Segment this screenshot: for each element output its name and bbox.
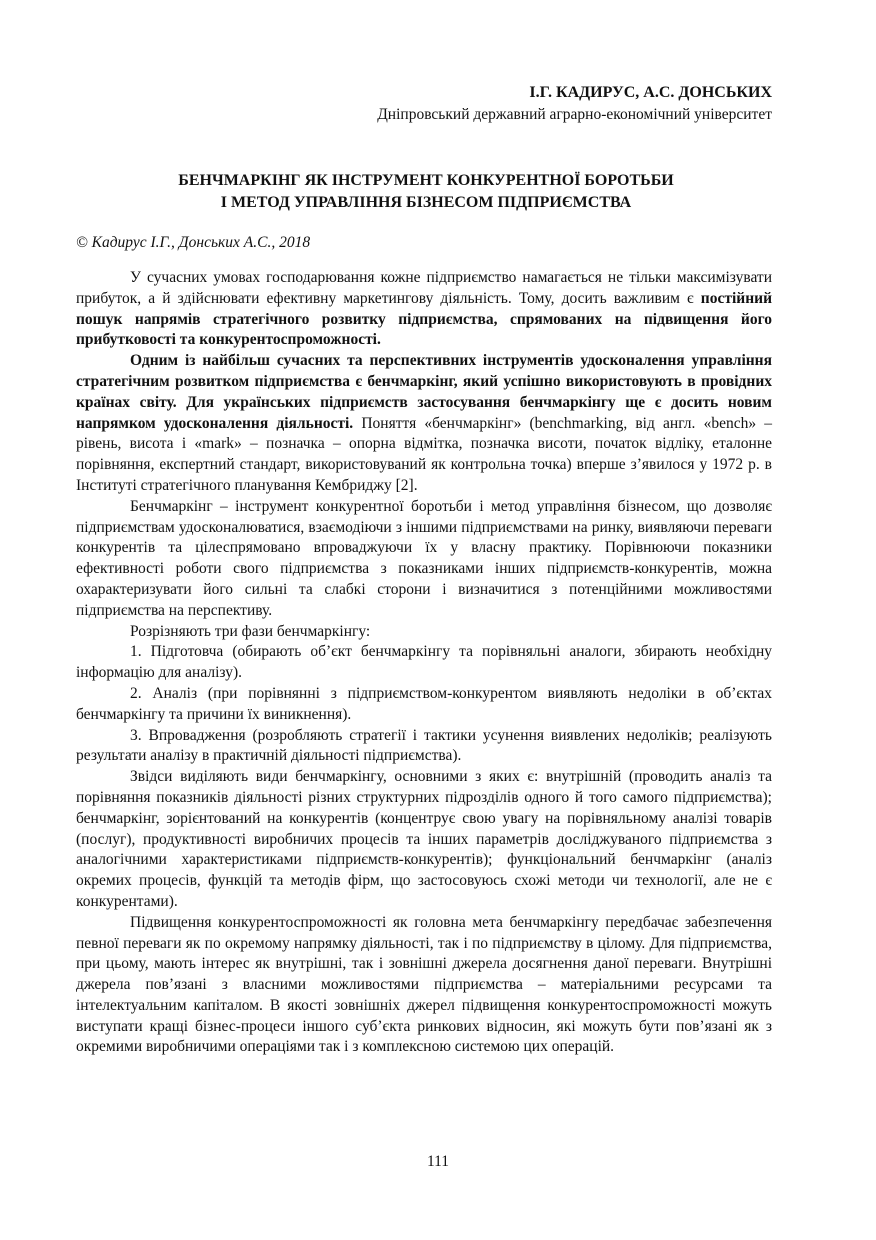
title-line-2: І МЕТОД УПРАВЛІННЯ БІЗНЕСОМ ПІДПРИЄМСТВА (220, 194, 632, 211)
paragraph-5: Звідси виділяють види бенчмаркінгу, основними з яких є: внутрішній (проводить аналіз та порівняння показників діяльності різних структурних підрозділів одного й того самого підприємства); бенчмаркінг, зорієнтований на конкурентів (концентрує свою увагу на порівняльному аналізі товарів (послуг), продуктивності виробничих процесів та інших параметрів досліджуваного підприємства з аналогічними характеристиками підприємств-конкурентів); функціональний бенчмаркінг (аналіз окремих процесів, функцій та методів фірм, що застосовуюсь схожі методи чи технології, але не є конкурентами). (76, 768, 772, 910)
paragraph-2 (76, 351, 772, 497)
paragraph-3: Бенчмаркінг – інструмент конкурентної боротьби і метод управління бізнесом, що дозволяє підприємствам удосконалюватися, взаємодіючи з іншими підприємствами на ринку, виявляючи переваги конкурентів та цілеспрямовано впроваджуючи їх у власну практику. Порівнюючи показники ефективності роботи свого підприємства з показниками інших підприємств-конкурентів, можна охарактеризувати його сильні та слабкі сторони і визначитися з потенційними можливостями підприємства на перспективу. (76, 497, 772, 619)
paragraph-1-text: У сучасних умовах господарювання кожне підприємство намагається не тільки максимізувати прибуток, а й здійснювати ефективну маркетингову діяльність. Тому, досить важливим є (76, 269, 772, 307)
title-line-1: БЕНЧМАРКІНГ ЯК ІНСТРУМЕНТ КОНКУРЕНТНОЇ БОРОТЬБИ (178, 172, 674, 189)
copyright-notice: © Кадирус І.Г., Донських А.С., 2018 (76, 234, 311, 251)
paragraph-2-text: Поняття «бенчмаркінг» (benchmarking, від англ. «bench» – рівень, висота і «mark» – позначка – опорна відмітка, позначка висоти, початок відліку, еталонне порівняння, експертний стандарт, використовуваний як контрольна точка) вперше з’явилося у 1972 р. в Інституті стратегічного планування Кембриджу [2]. (76, 414, 772, 494)
list-item-1: 1. Підготовча (обирають об’єкт бенчмаркінгу та порівняльні аналоги, збирають необхідну інформацію для аналізу). (76, 643, 772, 682)
paragraph-1-emphasis: постійний пошук напрямів стратегічного розвитку підприємства, спрямованих на підвищення його прибутковості та конкурентоспроможності. (76, 289, 772, 349)
paragraph-6: Підвищення конкурентоспроможності як головна мета бенчмаркінгу передбачає забезпечення певної переваги як по окремому напрямку діяльності, так і по підприємству в цілому. Для підприємства, при цьому, мають інтерес як внутрішні, так і зовнішні джерела досягнення даної переваги. Внутрішні джерела пов’язані з власними можливостями підприємства – матеріальними ресурсами та інтелектуальним капіталом. В якості зовнішніх джерел підвищення конкурентоспроможності можуть виступати кращі бізнес-процеси іншого суб’єкта ринкових відносин, які можуть бути пов’язані як з окремими виробничими операціями так і з комплексною системою цих операцій. (76, 913, 772, 1056)
paragraph-1 (76, 268, 772, 351)
paragraph-2-emphasis: Одним із найбільш сучасних та перспективних інструментів удосконалення управління стратегічним розвитком підприємства є бенчмаркінг, який успішно використовують в провідних країнах світу. Для українських підприємств застосування бенчмаркінгу ще є досить новим напрямком удосконалення діяльності. (76, 352, 772, 432)
list-item-3: 3. Впровадження (розробляють стратегії і тактики усунення виявлених недоліків; реалізують результати аналізу в практичній діяльності підприємства). (76, 726, 772, 765)
article-body (76, 268, 772, 1058)
authors: І.Г. КАДИРУС, А.С. ДОНСЬКИХ (529, 84, 772, 101)
paragraph-4: Розрізняють три фази бенчмаркінгу: (130, 622, 371, 640)
article-title (76, 170, 776, 214)
list-item-2: 2. Аналіз (при порівнянні з підприємством-конкурентом виявляють недоліки в об’єктах бенчмаркінгу та причини їх виникнення). (76, 684, 772, 723)
page-number: 111 (426, 1153, 450, 1170)
affiliation: Дніпровський державний аграрно-економічний університет (377, 106, 772, 123)
